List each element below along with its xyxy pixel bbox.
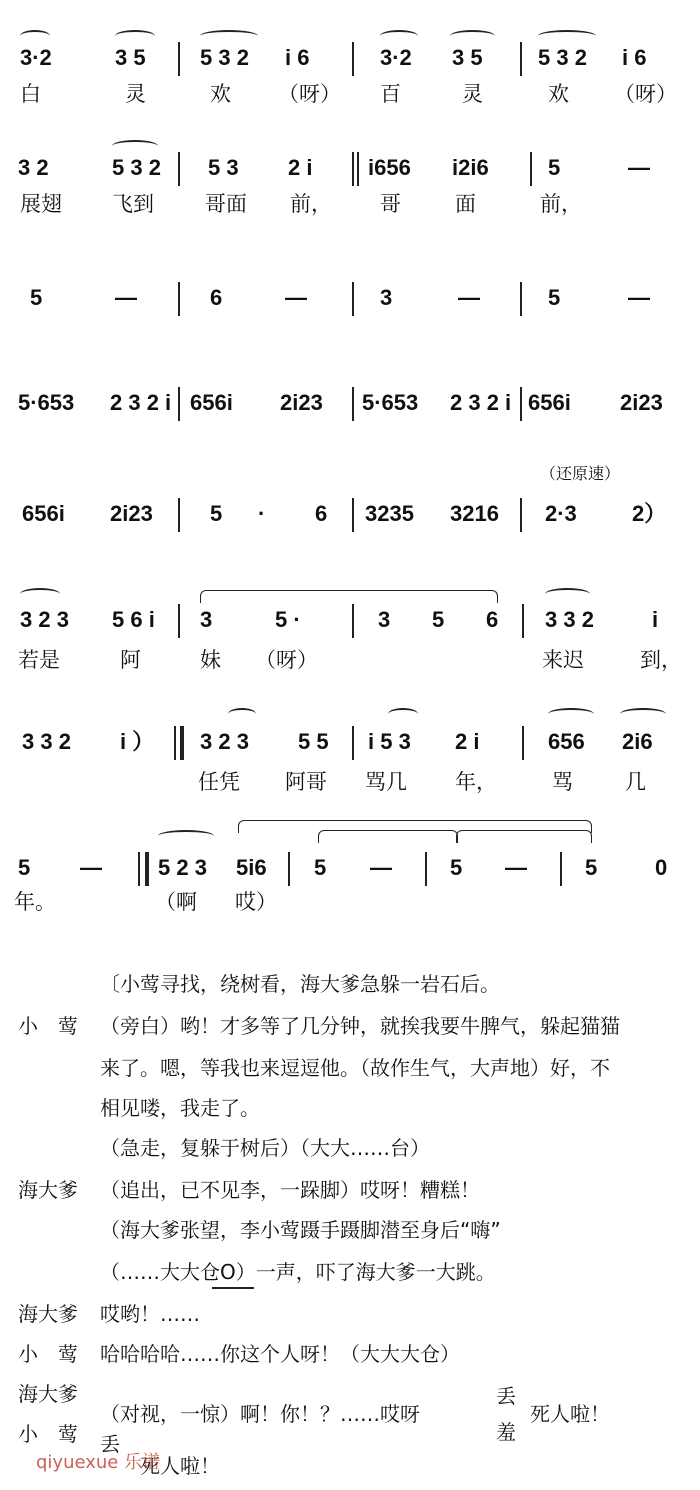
note: i2i6 — [452, 155, 489, 180]
lyric: 前， — [290, 192, 332, 216]
barline — [352, 498, 354, 532]
note: i 6 — [622, 45, 647, 70]
slur — [228, 708, 256, 720]
barline — [178, 152, 180, 186]
lyric: 哥面 — [205, 192, 247, 216]
lyric: 妹 — [200, 648, 221, 672]
note: 2i23 — [110, 501, 153, 526]
underline — [212, 1287, 254, 1289]
lyric: 来迟 — [542, 648, 584, 672]
lyric: 哎） — [235, 890, 277, 914]
barline — [352, 604, 354, 638]
note: — — [505, 855, 527, 880]
slur — [200, 30, 258, 42]
dialogue-line: 死人啦！ — [140, 1454, 220, 1478]
barline — [520, 42, 522, 76]
lyric: 哥 — [380, 192, 401, 216]
barline — [138, 852, 140, 886]
dialogue-line: 哈哈哈哈……你这个人呀！（大大大仓） — [100, 1342, 460, 1366]
dialogue-line: 来了。嗯，等我也来逗逗他。（故作生气，大声地）好，不 — [100, 1056, 610, 1080]
lyric: 阿哥 — [285, 770, 327, 794]
slur — [450, 30, 495, 42]
note: — — [458, 285, 480, 310]
note: 0 — [655, 855, 668, 880]
note: 5 — [585, 855, 598, 880]
stage-direction: （急走，复躲于树后）（大大……台） — [100, 1136, 430, 1160]
note: 2 i — [288, 155, 313, 180]
note: 2i23 — [620, 390, 663, 415]
note: 5 — [432, 607, 445, 632]
note: 5 3 2 — [538, 45, 587, 70]
slur — [112, 140, 158, 152]
note: i 6 — [285, 45, 310, 70]
lyric: （呀） — [278, 82, 341, 106]
note: — — [628, 155, 650, 180]
note: 3 — [380, 285, 393, 310]
note: — — [628, 285, 650, 310]
note: 5 6 i — [112, 607, 155, 632]
barline — [425, 852, 427, 886]
note: 2） — [632, 501, 667, 526]
note: 656i — [22, 501, 65, 526]
slur — [620, 708, 666, 720]
lyric: 年。 — [14, 890, 56, 914]
note: 656i — [528, 390, 571, 415]
barline — [178, 604, 180, 638]
lyric: （呀） — [614, 82, 677, 106]
note: 5 — [450, 855, 463, 880]
lyric: 灵 — [125, 82, 146, 106]
speaker-name: 海大爹 — [18, 1382, 78, 1406]
lyric: 灵 — [462, 82, 483, 106]
lyric: 阿 — [120, 648, 141, 672]
note: 3 — [378, 607, 391, 632]
note: 3·2 — [380, 45, 412, 70]
note: 5 3 — [208, 155, 239, 180]
note: 6 — [486, 607, 499, 632]
barline — [288, 852, 290, 886]
note: 5 5 — [298, 729, 329, 754]
note: 3 2 3 — [20, 607, 69, 632]
watermark: qiyuexue 乐谱 — [36, 1452, 161, 1473]
lyric: 前， — [540, 192, 582, 216]
repeat-barline — [145, 852, 149, 886]
barline — [352, 726, 354, 760]
dialogue-line: （对视，一惊）啊！你！？……哎呀 — [100, 1402, 420, 1426]
speaker-name: 小 莺 — [18, 1422, 78, 1446]
barline — [357, 152, 359, 186]
dialogue-line: （旁白）哟！才多等了几分钟，就挨我要牛脾气，躲起猫猫 — [100, 1014, 620, 1038]
speaker-name: 海大爹 — [18, 1178, 78, 1202]
slur — [20, 30, 50, 42]
barline — [178, 282, 180, 316]
note: — — [115, 285, 137, 310]
stacked-word-top: 丢 — [100, 1432, 120, 1456]
note: 5 — [210, 501, 223, 526]
speaker-name: 小 莺 — [18, 1014, 78, 1038]
repeat-barline — [180, 726, 184, 760]
lyric: 骂几 — [365, 770, 407, 794]
note: 6 — [315, 501, 328, 526]
note: 5 — [548, 155, 561, 180]
tie — [456, 830, 592, 843]
note: 3 5 — [115, 45, 146, 70]
lyric: 欢 — [210, 82, 231, 106]
note: i — [652, 607, 659, 632]
note: 5 — [314, 855, 327, 880]
barline — [560, 852, 562, 886]
note: — — [80, 855, 102, 880]
barline — [522, 726, 524, 760]
note: 656i — [190, 390, 233, 415]
note: i 5 3 — [368, 729, 411, 754]
lyric: 白 — [20, 82, 41, 106]
note: 5 3 2 — [200, 45, 249, 70]
stage-direction: （海大爹张望，李小莺蹑手蹑脚潜至身后“嗨” — [100, 1218, 501, 1242]
note: 5·653 — [362, 390, 419, 415]
note: 5 2 3 — [158, 855, 207, 880]
note: 2·3 — [545, 501, 577, 526]
barline — [520, 282, 522, 316]
note: i656 — [368, 155, 411, 180]
slur — [548, 708, 594, 720]
note: i ） — [120, 729, 155, 754]
note: 2 3 2 i — [110, 390, 172, 415]
barline — [530, 152, 532, 186]
slur — [538, 30, 596, 42]
dialogue-line: （追出，已不见李，一跺脚）哎呀！糟糕！ — [100, 1178, 480, 1202]
note: 2i23 — [280, 390, 323, 415]
speaker-name: 小 莺 — [18, 1342, 78, 1366]
tie — [200, 590, 498, 603]
note: 5i6 — [236, 855, 267, 880]
note: 3216 — [450, 501, 499, 526]
note: 5 · — [275, 607, 301, 632]
note: 5 3 2 — [112, 155, 161, 180]
lyric: （啊 — [155, 890, 197, 914]
note: 3·2 — [20, 45, 52, 70]
dialogue-line: 死人啦！ — [530, 1402, 610, 1426]
barline — [352, 387, 354, 421]
note: 5 — [18, 855, 31, 880]
stacked-word-top: 丢 — [496, 1384, 516, 1408]
barline — [178, 498, 180, 532]
slur — [158, 830, 214, 842]
stage-direction: （……大大仓O）一声，吓了海大爹一大跳。 — [100, 1260, 496, 1284]
note: — — [285, 285, 307, 310]
lyric: 若是 — [18, 648, 60, 672]
barline — [174, 726, 176, 760]
note: 3 3 2 — [22, 729, 71, 754]
barline — [520, 498, 522, 532]
note: 2 i — [455, 729, 480, 754]
lyric: 几 — [625, 770, 646, 794]
barline — [178, 42, 180, 76]
lyric: 骂 — [552, 770, 573, 794]
lyric: 飞到 — [112, 192, 154, 216]
lyric: 展翅 — [20, 192, 62, 216]
note: 6 — [210, 285, 223, 310]
dialogue-line: 相见喽，我走了。 — [100, 1096, 260, 1120]
lyric: 任凭 — [198, 770, 240, 794]
lyric: 百 — [380, 82, 401, 106]
lyric: 面 — [455, 192, 476, 216]
note: 3 2 3 — [200, 729, 249, 754]
barline — [178, 387, 180, 421]
slur — [388, 708, 418, 720]
barline — [522, 604, 524, 638]
note: 3 5 — [452, 45, 483, 70]
barline — [352, 42, 354, 76]
note: 5 — [30, 285, 43, 310]
stage-direction: 〔小莺寻找，绕树看，海大爹急躲一岩石后。 — [100, 972, 500, 996]
barline — [520, 387, 522, 421]
note: 3 2 — [18, 155, 49, 180]
lyric: 年， — [455, 770, 497, 794]
barline — [352, 282, 354, 316]
slur — [20, 588, 60, 600]
note: — — [370, 855, 392, 880]
note: 3235 — [365, 501, 414, 526]
lyric: 到， — [640, 648, 682, 672]
note: 5·653 — [18, 390, 75, 415]
slur — [545, 588, 590, 600]
tie — [318, 830, 458, 843]
slur — [380, 30, 418, 42]
note: 2 3 2 i — [450, 390, 512, 415]
tempo-annotation: （还原速） — [540, 464, 621, 483]
lyric: 欢 — [548, 82, 569, 106]
barline — [352, 152, 354, 186]
note: 656 — [548, 729, 585, 754]
note: 3 3 2 — [545, 607, 594, 632]
note: 5 — [548, 285, 561, 310]
stacked-word-bottom: 羞 — [496, 1420, 516, 1444]
slur — [115, 30, 155, 42]
lyric: （呀） — [255, 648, 318, 672]
note: 3 — [200, 607, 213, 632]
speaker-name: 海大爹 — [18, 1302, 78, 1326]
note: 2i6 — [622, 729, 653, 754]
note: · — [258, 501, 266, 526]
dialogue-line: 哎哟！…… — [100, 1302, 200, 1326]
